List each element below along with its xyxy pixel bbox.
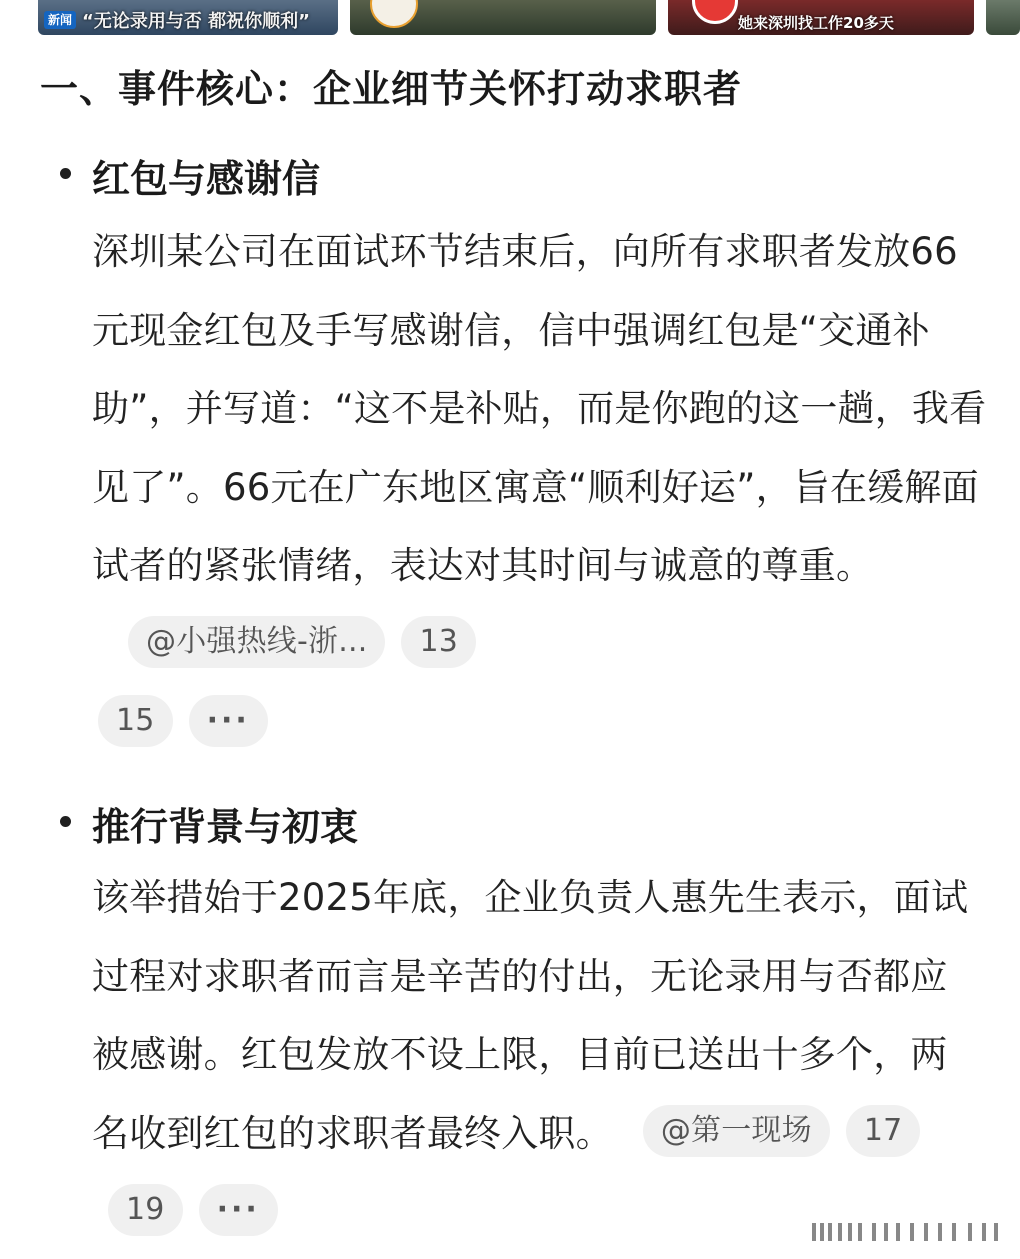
bullet-title: 红包与感谢信 xyxy=(92,157,321,201)
watermark-barcode-icon xyxy=(812,1221,1002,1241)
video-thumbnail-2[interactable] xyxy=(350,0,656,35)
bullet-title: 推行背景与初衷 xyxy=(92,805,359,849)
video-thumbnail-4[interactable] xyxy=(986,0,1020,35)
channel-logo-icon xyxy=(370,0,418,28)
thumbnail-caption: 她来深圳找工作20多天 xyxy=(738,14,894,32)
video-thumbnail-1[interactable] xyxy=(38,0,338,35)
channel-logo-icon xyxy=(692,0,738,24)
thumbnail-caption: “无论录用与否 都祝你顺利” xyxy=(82,11,310,32)
video-thumbnail-3[interactable] xyxy=(668,0,974,35)
source-chip[interactable]: @小强热线-浙... xyxy=(128,616,385,668)
section-heading: 一、事件核心：企业细节关怀打动求职者 xyxy=(40,67,743,111)
bullet-paragraph xyxy=(92,213,992,763)
more-icon[interactable]: ··· xyxy=(199,1184,278,1236)
paragraph-text: 该举措始于2025年底，企业负责人惠先生表示，面试过程对求职者而言是辛苦的付出，无论录用与否都应被感谢。红包发放不设上限，目前已送出十多个，两名收到红包的求职者最终入职。 xyxy=(92,876,969,1155)
video-thumbnail-strip xyxy=(0,0,1020,36)
reference-chip[interactable]: 17 xyxy=(846,1105,921,1157)
news-badge: 新闻 xyxy=(44,11,76,29)
paragraph-text: 深圳某公司在面试环节结束后，向所有求职者发放66元现金红包及手写感谢信，信中强调红包是“交通补助”，并写道：“这不是补贴，而是你跑的这一趟，我看见了”。66元在广东地区寓意“顺利好运”，旨在缓解面试者的紧张情绪，表达对其时间与诚意的尊重。 xyxy=(92,230,987,587)
bullet-dot-icon xyxy=(60,816,71,827)
reference-chip[interactable]: 19 xyxy=(108,1184,183,1236)
source-chip[interactable]: @第一现场 xyxy=(643,1105,830,1157)
bullet-dot-icon xyxy=(60,168,71,179)
more-icon[interactable]: ··· xyxy=(189,695,268,747)
bullet-paragraph xyxy=(92,859,982,1252)
reference-chip[interactable]: 15 xyxy=(98,695,173,747)
reference-chip[interactable]: 13 xyxy=(401,616,476,668)
